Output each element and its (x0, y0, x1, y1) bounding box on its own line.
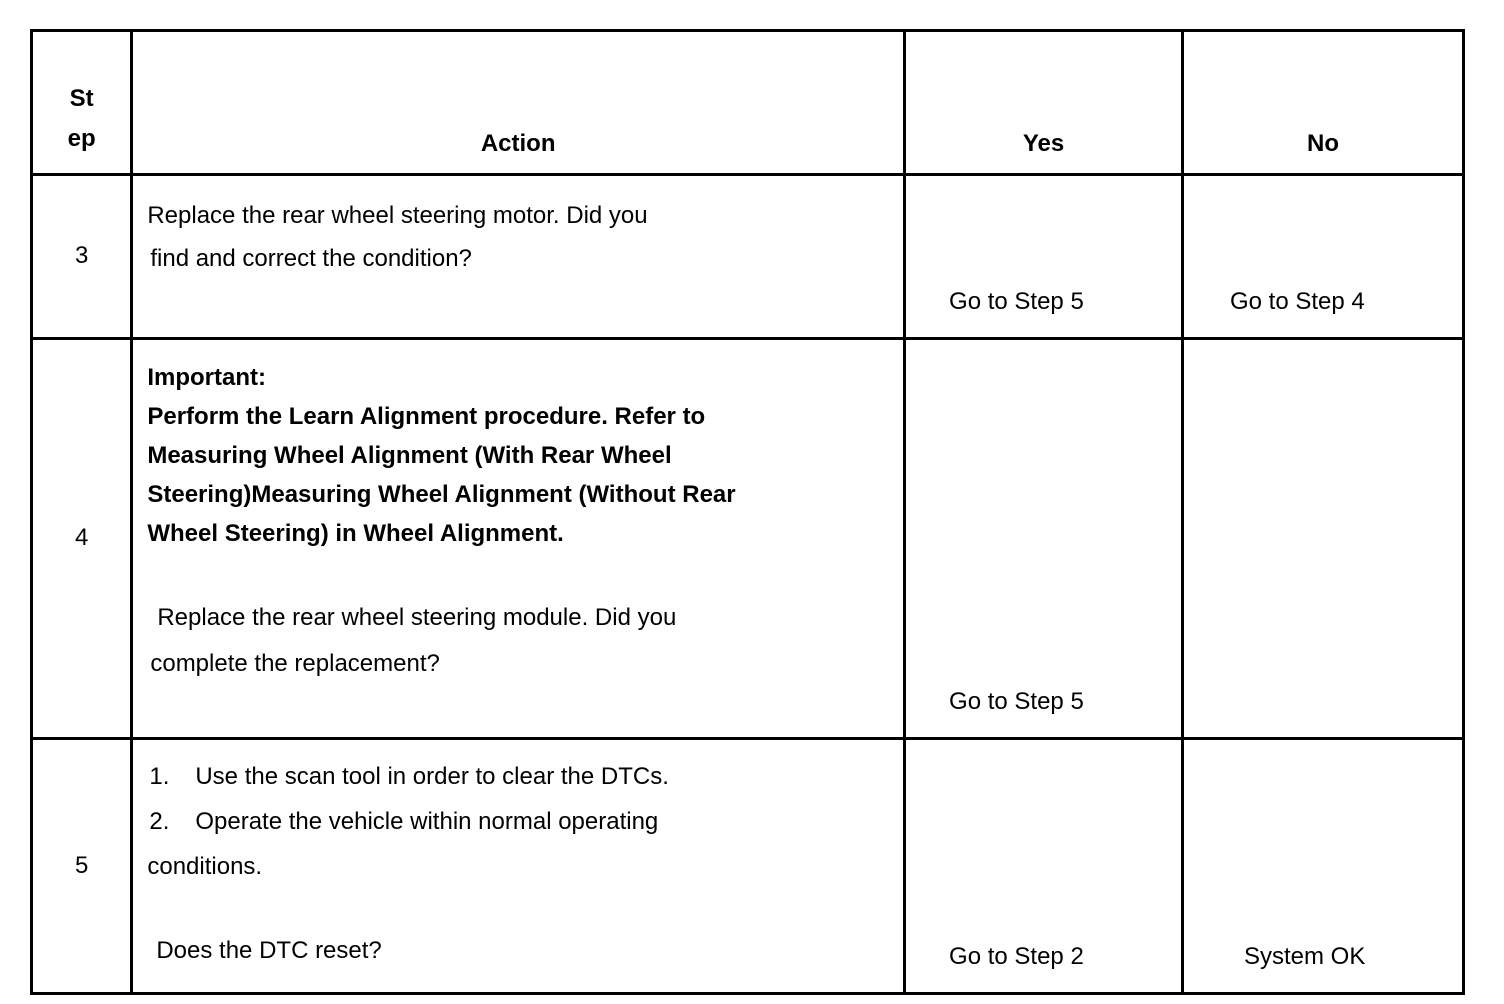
yes-value: Go to Step 2 (949, 943, 1084, 971)
important-line: Steering)Measuring Wheel Alignment (Without Rear (147, 481, 736, 508)
list-continuation: conditions. (147, 853, 263, 880)
list-item-number: 1. (149, 763, 170, 790)
no-cell (1183, 339, 1464, 739)
action-cell (132, 339, 905, 739)
action-line: complete the replacement? (150, 650, 440, 677)
table-row-step-3 (32, 175, 1464, 339)
step-number: 3 (32, 175, 132, 339)
action-cell (132, 739, 905, 994)
no-value: System OK (1244, 943, 1366, 971)
important-line: Important: (147, 364, 266, 391)
no-header: No (1183, 31, 1464, 175)
yes-cell (905, 739, 1183, 994)
header-row (32, 31, 1464, 175)
step-number: 5 (32, 739, 132, 994)
step-header-line1: St (69, 85, 94, 112)
important-line: Wheel Steering) in Wheel Alignment. (147, 520, 564, 547)
important-line: Perform the Learn Alignment procedure. Refer to (147, 403, 706, 430)
action-header: Action (132, 31, 905, 175)
important-line: Measuring Wheel Alignment (With Rear Wheel (147, 442, 672, 469)
yes-cell (905, 339, 1183, 739)
action-cell (132, 175, 905, 339)
important-note (147, 358, 889, 553)
list-item-text: Use the scan tool in order to clear the DTCs. (195, 763, 669, 790)
no-cell (1183, 175, 1464, 339)
list-item (147, 754, 889, 799)
step-header-line2: ep (67, 125, 96, 152)
diagnostic-table (30, 29, 1465, 995)
list-item-text: Operate the vehicle within normal operating (195, 808, 659, 835)
action-line: find and correct the condition? (150, 245, 472, 272)
list-item-number: 2. (149, 808, 170, 835)
table-row-step-4 (32, 339, 1464, 739)
action-line: Replace the rear wheel steering module. Did you (157, 604, 677, 631)
step-number: 4 (32, 339, 132, 739)
question-line: Does the DTC reset? (156, 937, 382, 964)
yes-cell (905, 175, 1183, 339)
yes-value: Go to Step 5 (949, 688, 1084, 716)
table-row-step-5 (32, 739, 1464, 994)
step-header (32, 31, 132, 175)
yes-value: Go to Step 5 (949, 288, 1084, 316)
action-line: Replace the rear wheel steering motor. Did you (147, 202, 648, 229)
yes-header: Yes (905, 31, 1183, 175)
list-item (147, 799, 889, 844)
no-value: Go to Step 4 (1230, 288, 1365, 316)
no-cell (1183, 739, 1464, 994)
